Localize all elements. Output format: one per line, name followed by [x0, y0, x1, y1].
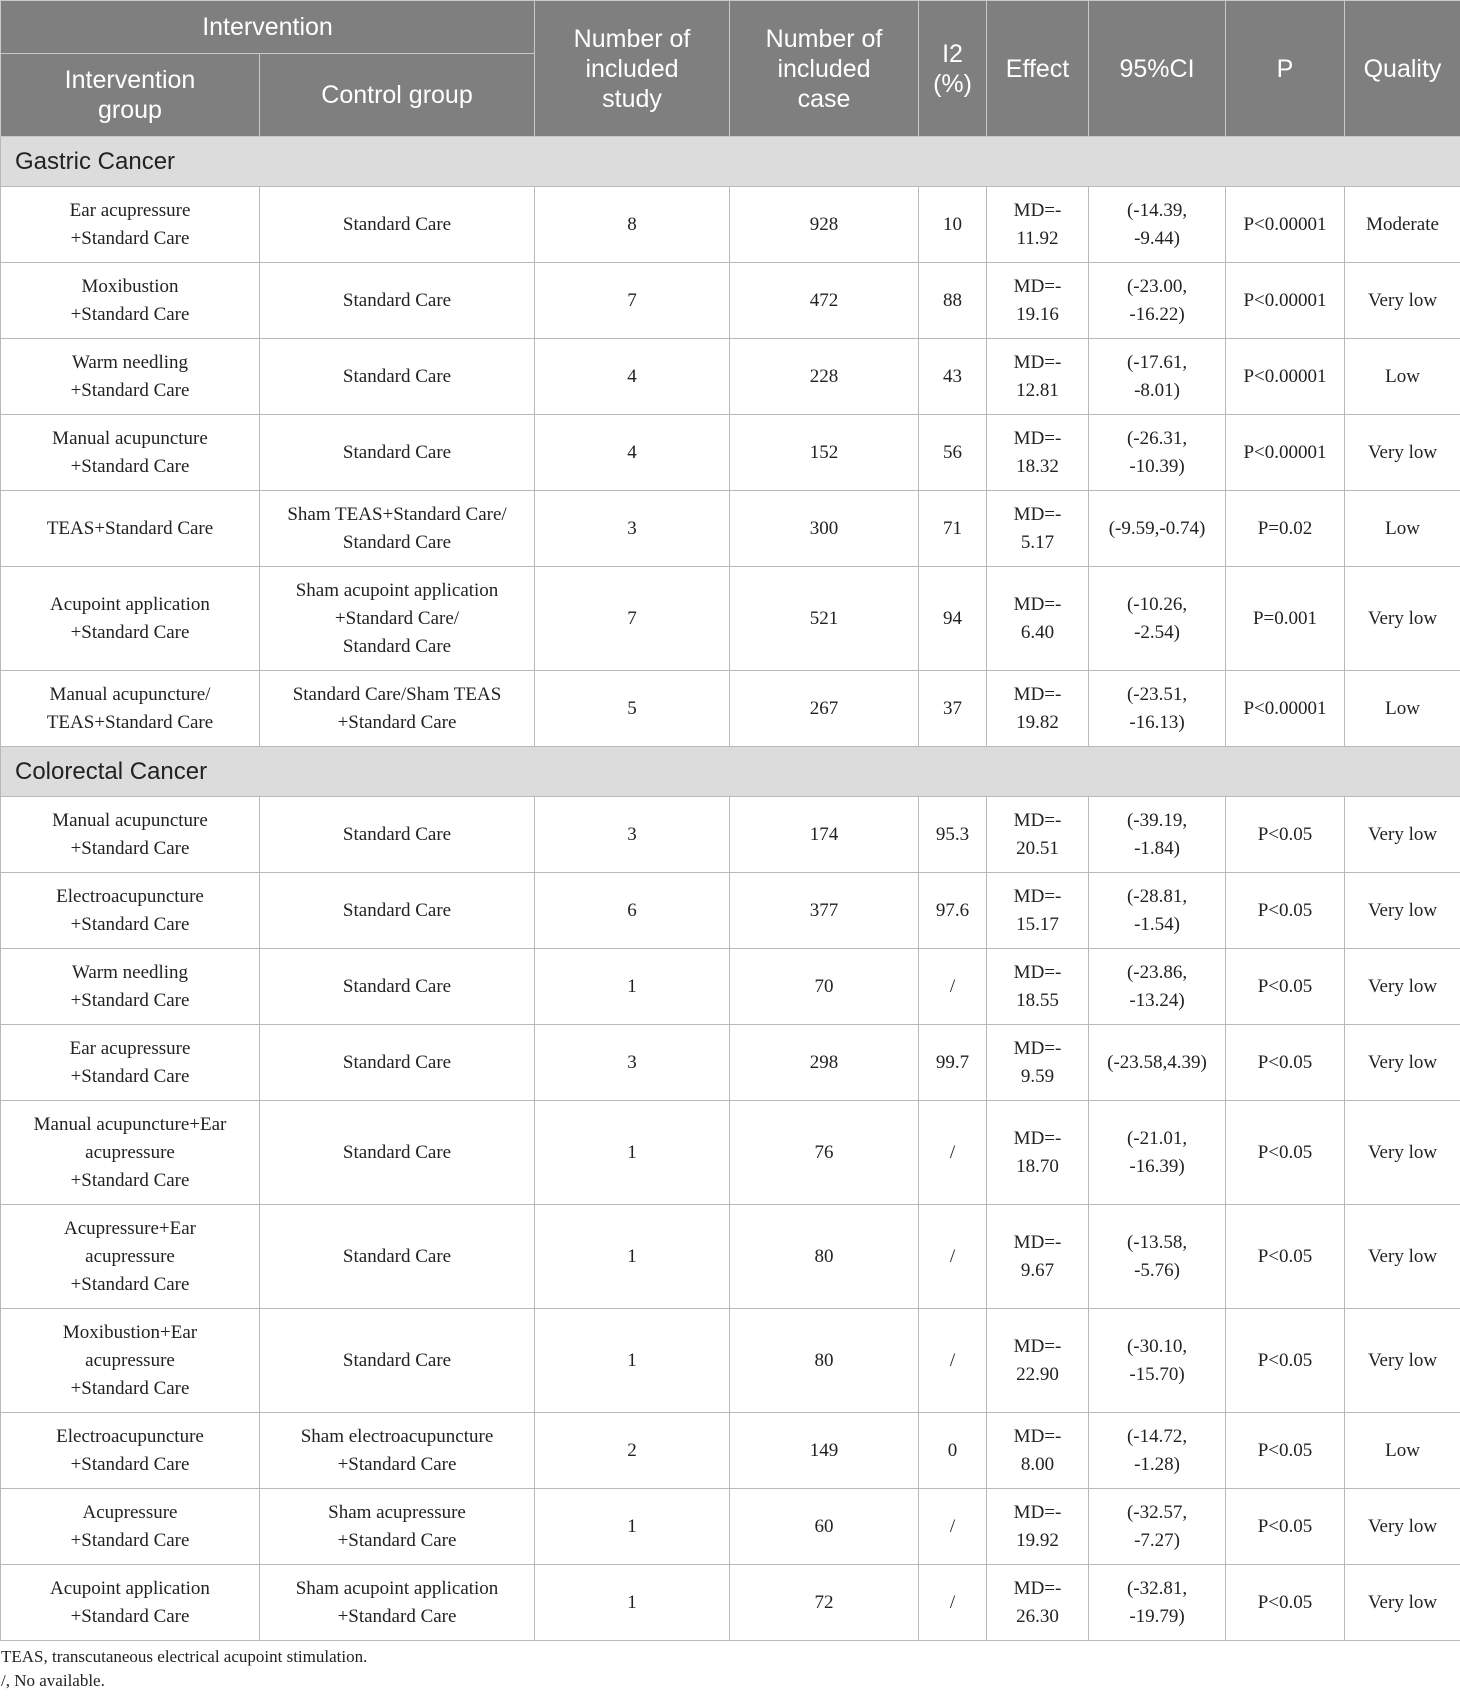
table-body — [1, 137, 1460, 1641]
cell-quality: Low — [1345, 491, 1460, 567]
table-row — [1, 567, 1460, 671]
cell-i2: 37 — [919, 671, 987, 747]
cell-95ci: (-32.57, -7.27) — [1089, 1489, 1226, 1565]
cell-number-of-studies: 4 — [535, 415, 730, 491]
cell-control-group: Standard Care — [260, 797, 535, 873]
cell-p-value: P<0.05 — [1226, 1101, 1345, 1205]
header-number-of-included-case: Number of included case — [730, 1, 919, 137]
cell-quality: Very low — [1345, 949, 1460, 1025]
cell-control-group: Sham acupressure +Standard Care — [260, 1489, 535, 1565]
cell-p-value: P<0.05 — [1226, 1489, 1345, 1565]
cell-control-group: Standard Care — [260, 187, 535, 263]
cell-i2: 88 — [919, 263, 987, 339]
table-row — [1, 491, 1460, 567]
cell-p-value: P<0.05 — [1226, 1413, 1345, 1489]
cell-effect: MD=- 22.90 — [987, 1309, 1089, 1413]
cell-intervention-group: Acupressure+Ear acupressure +Standard Care — [1, 1205, 260, 1309]
cell-control-group: Standard Care — [260, 873, 535, 949]
cell-quality: Very low — [1345, 873, 1460, 949]
cell-i2: 0 — [919, 1413, 987, 1489]
cell-intervention-group: Warm needling +Standard Care — [1, 949, 260, 1025]
cell-intervention-group: Acupoint application +Standard Care — [1, 567, 260, 671]
cell-control-group: Sham acupoint application +Standard Care/ Standard Care — [260, 567, 535, 671]
cell-number-of-studies: 6 — [535, 873, 730, 949]
cell-intervention-group: Ear acupressure +Standard Care — [1, 187, 260, 263]
table-row — [1, 1101, 1460, 1205]
footnote-teas: TEAS, transcutaneous electrical acupoint stimulation. — [1, 1647, 368, 1666]
cell-quality: Very low — [1345, 1565, 1460, 1641]
cell-p-value: P<0.00001 — [1226, 671, 1345, 747]
cell-i2: 71 — [919, 491, 987, 567]
cell-number-of-cases: 149 — [730, 1413, 919, 1489]
cell-intervention-group: Acupressure +Standard Care — [1, 1489, 260, 1565]
header-control-group: Control group — [260, 54, 535, 137]
cell-quality: Very low — [1345, 1309, 1460, 1413]
cell-i2: / — [919, 1309, 987, 1413]
cell-number-of-studies: 1 — [535, 1565, 730, 1641]
cell-number-of-studies: 5 — [535, 671, 730, 747]
cell-number-of-cases: 60 — [730, 1489, 919, 1565]
cell-effect: MD=- 18.70 — [987, 1101, 1089, 1205]
cell-95ci: (-13.58, -5.76) — [1089, 1205, 1226, 1309]
cell-quality: Moderate — [1345, 187, 1460, 263]
cell-i2: / — [919, 1489, 987, 1565]
cell-number-of-cases: 174 — [730, 797, 919, 873]
cell-i2: / — [919, 1565, 987, 1641]
cell-effect: MD=- 19.16 — [987, 263, 1089, 339]
cell-effect: MD=- 15.17 — [987, 873, 1089, 949]
table-row — [1, 949, 1460, 1025]
cell-quality: Very low — [1345, 1205, 1460, 1309]
cell-95ci: (-23.86, -13.24) — [1089, 949, 1226, 1025]
cell-number-of-studies: 1 — [535, 1489, 730, 1565]
cell-number-of-cases: 298 — [730, 1025, 919, 1101]
table-row — [1, 873, 1460, 949]
cell-p-value: P<0.00001 — [1226, 263, 1345, 339]
cell-number-of-cases: 72 — [730, 1565, 919, 1641]
cell-95ci: (-28.81, -1.54) — [1089, 873, 1226, 949]
cell-effect: MD=- 26.30 — [987, 1565, 1089, 1641]
cell-control-group: Standard Care — [260, 1025, 535, 1101]
cell-95ci: (-23.58,4.39) — [1089, 1025, 1226, 1101]
table-row — [1, 1025, 1460, 1101]
cell-p-value: P<0.05 — [1226, 1309, 1345, 1413]
cell-effect: MD=- 6.40 — [987, 567, 1089, 671]
header-quality: Quality — [1345, 1, 1460, 137]
footnote-not-available: /, No available. — [1, 1671, 105, 1690]
cell-intervention-group: Ear acupressure +Standard Care — [1, 1025, 260, 1101]
cell-p-value: P<0.05 — [1226, 873, 1345, 949]
cell-i2: 43 — [919, 339, 987, 415]
cell-number-of-cases: 267 — [730, 671, 919, 747]
cell-number-of-studies: 1 — [535, 1205, 730, 1309]
cell-number-of-cases: 76 — [730, 1101, 919, 1205]
section-title: Colorectal Cancer — [1, 747, 1460, 797]
cell-intervention-group: Manual acupuncture +Standard Care — [1, 797, 260, 873]
cell-number-of-studies: 2 — [535, 1413, 730, 1489]
cell-95ci: (-26.31, -10.39) — [1089, 415, 1226, 491]
cell-quality: Very low — [1345, 263, 1460, 339]
table-row — [1, 1309, 1460, 1413]
cell-effect: MD=- 11.92 — [987, 187, 1089, 263]
cell-number-of-cases: 521 — [730, 567, 919, 671]
table-row — [1, 415, 1460, 491]
table-row — [1, 671, 1460, 747]
cell-intervention-group: TEAS+Standard Care — [1, 491, 260, 567]
cell-control-group: Standard Care — [260, 1309, 535, 1413]
header-effect: Effect — [987, 1, 1089, 137]
cell-i2: 94 — [919, 567, 987, 671]
cell-quality: Very low — [1345, 1025, 1460, 1101]
cell-effect: MD=- 18.55 — [987, 949, 1089, 1025]
cell-control-group: Standard Care — [260, 1101, 535, 1205]
cell-number-of-studies: 3 — [535, 491, 730, 567]
cell-number-of-cases: 472 — [730, 263, 919, 339]
cell-effect: MD=- 20.51 — [987, 797, 1089, 873]
table-row — [1, 339, 1460, 415]
cell-quality: Very low — [1345, 1101, 1460, 1205]
cell-effect: MD=- 9.59 — [987, 1025, 1089, 1101]
cell-95ci: (-14.72, -1.28) — [1089, 1413, 1226, 1489]
cell-intervention-group: Manual acupuncture+Ear acupressure +Standard Care — [1, 1101, 260, 1205]
cell-quality: Low — [1345, 339, 1460, 415]
cell-intervention-group: Warm needling +Standard Care — [1, 339, 260, 415]
cell-effect: MD=- 18.32 — [987, 415, 1089, 491]
cell-95ci: (-21.01, -16.39) — [1089, 1101, 1226, 1205]
cell-effect: MD=- 9.67 — [987, 1205, 1089, 1309]
cell-number-of-studies: 1 — [535, 1309, 730, 1413]
cell-p-value: P<0.00001 — [1226, 415, 1345, 491]
table-row — [1, 187, 1460, 263]
header-number-of-included-study: Number of included study — [535, 1, 730, 137]
cell-95ci: (-30.10, -15.70) — [1089, 1309, 1226, 1413]
cell-p-value: P<0.00001 — [1226, 187, 1345, 263]
table-footnotes — [0, 1645, 1460, 1693]
cell-quality: Very low — [1345, 797, 1460, 873]
cell-number-of-cases: 80 — [730, 1205, 919, 1309]
cell-control-group: Standard Care — [260, 263, 535, 339]
cell-number-of-studies: 8 — [535, 187, 730, 263]
cell-number-of-studies: 7 — [535, 567, 730, 671]
cell-quality: Very low — [1345, 567, 1460, 671]
cell-quality: Very low — [1345, 415, 1460, 491]
cell-number-of-studies: 3 — [535, 1025, 730, 1101]
cell-effect: MD=- 8.00 — [987, 1413, 1089, 1489]
cell-quality: Very low — [1345, 1489, 1460, 1565]
table-row — [1, 1205, 1460, 1309]
cell-intervention-group: Manual acupuncture/ TEAS+Standard Care — [1, 671, 260, 747]
cell-number-of-cases: 228 — [730, 339, 919, 415]
cell-control-group: Sham electroacupuncture +Standard Care — [260, 1413, 535, 1489]
cell-p-value: P<0.05 — [1226, 1205, 1345, 1309]
cell-95ci: (-23.00, -16.22) — [1089, 263, 1226, 339]
header-intervention: Intervention — [1, 1, 535, 54]
cell-95ci: (-14.39, -9.44) — [1089, 187, 1226, 263]
cell-p-value: P<0.05 — [1226, 1025, 1345, 1101]
cell-p-value: P<0.05 — [1226, 797, 1345, 873]
section-title: Gastric Cancer — [1, 137, 1460, 187]
cell-i2: 56 — [919, 415, 987, 491]
cell-95ci: (-23.51, -16.13) — [1089, 671, 1226, 747]
cell-p-value: P<0.00001 — [1226, 339, 1345, 415]
cell-i2: 97.6 — [919, 873, 987, 949]
cell-i2: / — [919, 1205, 987, 1309]
cell-95ci: (-9.59,-0.74) — [1089, 491, 1226, 567]
cell-control-group: Standard Care — [260, 1205, 535, 1309]
cell-95ci: (-17.61, -8.01) — [1089, 339, 1226, 415]
header-i2: I2 (%) — [919, 1, 987, 137]
header-intervention-group: Intervention group — [1, 54, 260, 137]
table-row — [1, 1413, 1460, 1489]
cell-quality: Low — [1345, 671, 1460, 747]
cell-number-of-cases: 928 — [730, 187, 919, 263]
cell-number-of-studies: 4 — [535, 339, 730, 415]
cell-intervention-group: Electroacupuncture +Standard Care — [1, 1413, 260, 1489]
cell-number-of-cases: 80 — [730, 1309, 919, 1413]
cell-number-of-studies: 3 — [535, 797, 730, 873]
cell-95ci: (-39.19, -1.84) — [1089, 797, 1226, 873]
cell-number-of-cases: 377 — [730, 873, 919, 949]
cell-number-of-studies: 1 — [535, 949, 730, 1025]
cell-95ci: (-32.81, -19.79) — [1089, 1565, 1226, 1641]
table-row — [1, 1489, 1460, 1565]
table-row — [1, 263, 1460, 339]
cell-95ci: (-10.26, -2.54) — [1089, 567, 1226, 671]
cell-i2: 95.3 — [919, 797, 987, 873]
cell-quality: Low — [1345, 1413, 1460, 1489]
cell-control-group: Standard Care/Sham TEAS +Standard Care — [260, 671, 535, 747]
cell-number-of-studies: 7 — [535, 263, 730, 339]
table-row — [1, 797, 1460, 873]
section-row — [1, 747, 1460, 797]
table-row — [1, 1565, 1460, 1641]
section-row — [1, 137, 1460, 187]
cell-i2: / — [919, 949, 987, 1025]
cell-intervention-group: Moxibustion +Standard Care — [1, 263, 260, 339]
cell-control-group: Sham TEAS+Standard Care/ Standard Care — [260, 491, 535, 567]
cell-control-group: Standard Care — [260, 949, 535, 1025]
cell-control-group: Sham acupoint application +Standard Care — [260, 1565, 535, 1641]
cell-number-of-cases: 70 — [730, 949, 919, 1025]
cell-p-value: P=0.02 — [1226, 491, 1345, 567]
cell-effect: MD=- 12.81 — [987, 339, 1089, 415]
cell-i2: / — [919, 1101, 987, 1205]
cell-number-of-cases: 152 — [730, 415, 919, 491]
cell-control-group: Standard Care — [260, 339, 535, 415]
cell-i2: 10 — [919, 187, 987, 263]
header-p: P — [1226, 1, 1345, 137]
cell-number-of-studies: 1 — [535, 1101, 730, 1205]
cell-intervention-group: Moxibustion+Ear acupressure +Standard Care — [1, 1309, 260, 1413]
cell-effect: MD=- 5.17 — [987, 491, 1089, 567]
header-95ci: 95%CI — [1089, 1, 1226, 137]
cell-effect: MD=- 19.92 — [987, 1489, 1089, 1565]
cell-p-value: P<0.05 — [1226, 1565, 1345, 1641]
cell-intervention-group: Acupoint application +Standard Care — [1, 1565, 260, 1641]
cell-p-value: P<0.05 — [1226, 949, 1345, 1025]
cell-intervention-group: Electroacupuncture +Standard Care — [1, 873, 260, 949]
cell-effect: MD=- 19.82 — [987, 671, 1089, 747]
cell-i2: 99.7 — [919, 1025, 987, 1101]
cell-control-group: Standard Care — [260, 415, 535, 491]
cell-p-value: P=0.001 — [1226, 567, 1345, 671]
table-header — [1, 1, 1460, 137]
cell-intervention-group: Manual acupuncture +Standard Care — [1, 415, 260, 491]
cell-number-of-cases: 300 — [730, 491, 919, 567]
